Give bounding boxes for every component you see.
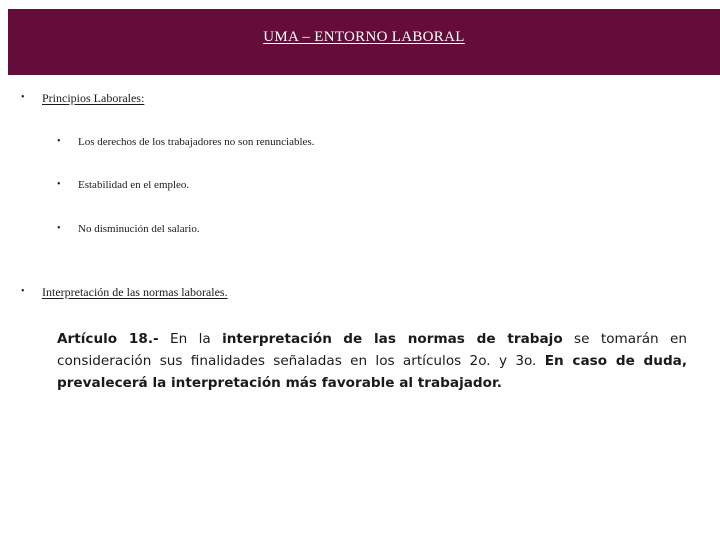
bullet-icon: •	[21, 92, 25, 103]
bullet-icon: •	[57, 223, 61, 234]
article-emphasis: interpretación	[222, 331, 332, 347]
section-title-principios: Principios Laborales:	[42, 91, 145, 105]
list-item: No disminución del salario.	[78, 223, 200, 235]
article-text: se tomarán en consideración sus finalidades señaladas en los artículos 2o. y 3o.	[57, 331, 687, 369]
bullet-icon: •	[57, 179, 61, 190]
bullet-icon: •	[57, 136, 61, 147]
list-item: Los derechos de los trabajadores no son renunciables.	[78, 136, 315, 148]
article-emphasis: En caso de duda, prevalecerá la interpretación más favorable al trabajador.	[57, 353, 688, 391]
header-banner	[8, 9, 720, 75]
article-emphasis: de las normas de trabajo	[343, 331, 563, 347]
article-paragraph	[57, 328, 687, 394]
article-label: Artículo 18.-	[57, 331, 159, 347]
page-title: UMA – ENTORNO LABORAL	[263, 29, 465, 45]
list-item: Estabilidad en el empleo.	[78, 179, 190, 191]
article-text: En la	[158, 331, 223, 347]
bullet-icon: •	[21, 286, 25, 297]
section-title-interpretacion: Interpretación de las normas laborales.	[42, 285, 228, 299]
article-text	[332, 331, 343, 347]
